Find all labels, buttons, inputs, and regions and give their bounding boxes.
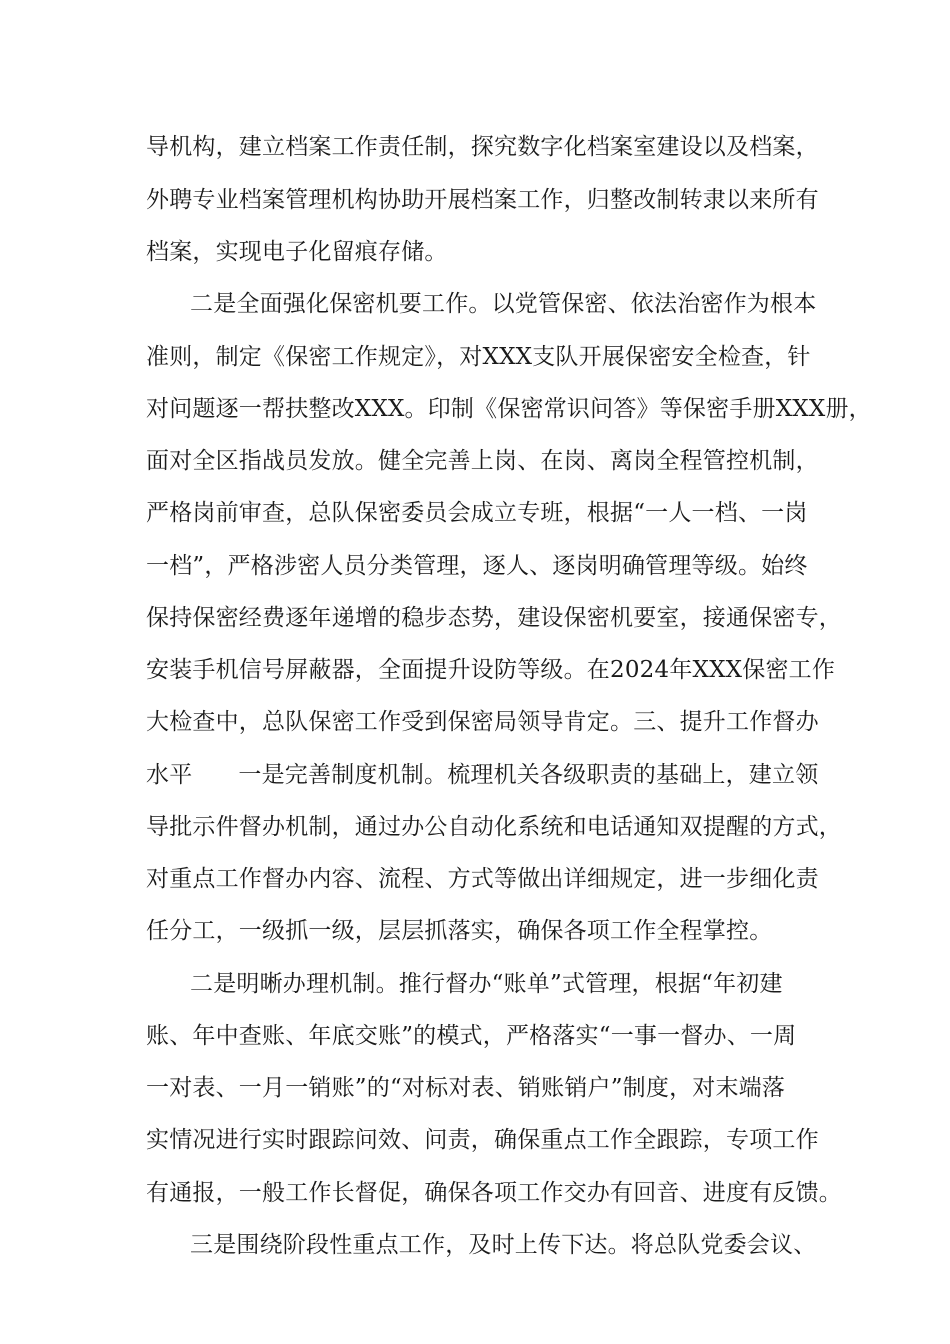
text-line: 面对全区指战员发放。健全完善上岗、在岗、离岗全程管控机制， — [146, 448, 819, 474]
text-line: 对重点工作督办内容、流程、方式等做出详细规定，进一步细化责 — [146, 866, 819, 892]
text-line-mixed — [146, 760, 846, 790]
text-line: 安装手机信号屏蔽器，全面提升设防等级。在2024年XXX保密工作 — [146, 657, 836, 683]
text-line: 导机构，建立档案工作责任制，探究数字化档案室建设以及档案， — [146, 134, 819, 160]
subsection-first-line: 一是完善制度机制。梳理机关各级职责的基础上，建立领 — [238, 762, 819, 788]
text-line: 外聘专业档案管理机构协助开展档案工作，归整改制转隶以来所有 — [146, 187, 819, 213]
text-line: 一档”，严格涉密人员分类管理，逐人、逐岗明确管理等级。始终 — [146, 553, 808, 579]
section-heading-tail: 水平 — [146, 762, 193, 788]
text-line: 档案，实现电子化留痕存储。 — [146, 239, 448, 265]
text-line: 一对表、一月一销账”的“对标对表、销账销户”制度，对末端落 — [146, 1075, 786, 1101]
paragraph-first-line: 三是围绕阶段性重点工作，及时上传下达。将总队党委会议、 — [190, 1232, 817, 1258]
text-line: 严格岗前审查，总队保密委员会成立专班，根据“一人一档、一岗 — [146, 500, 808, 526]
text-line: 任分工，一级抓一级，层层抓落实，确保各项工作全程掌控。 — [146, 918, 773, 944]
text-line: 大检查中，总队保密工作受到保密局领导肯定。三、提升工作督办 — [146, 709, 819, 735]
paragraph-first-line: 二是全面强化保密机要工作。以党管保密、依法治密作为根本 — [190, 291, 817, 317]
text-line: 导批示件督办机制，通过办公自动化系统和电话通知双提醒的方式， — [146, 814, 842, 840]
text-line: 账、年中查账、年底交账”的模式，严格落实“一事一督办、一周 — [146, 1023, 797, 1049]
text-line: 实情况进行实时跟踪问效、问责，确保重点工作全跟踪，专项工作 — [146, 1127, 819, 1153]
text-line: 有通报，一般工作长督促，确保各项工作交办有回音、进度有反馈。 — [146, 1180, 842, 1206]
text-line: 保持保密经费逐年递增的稳步态势，建设保密机要室，接通保密专， — [146, 605, 842, 631]
text-line: 准则，制定《保密工作规定》，对XXX支队开展保密安全检查，针 — [146, 344, 811, 370]
text-line: 对问题逐一帮扶整改XXX。印制《保密常识问答》等保密手册XXX册， — [146, 396, 872, 422]
paragraph-first-line: 二是明晰办理机制。推行督办“账单”式管理，根据“年初建 — [190, 971, 783, 997]
